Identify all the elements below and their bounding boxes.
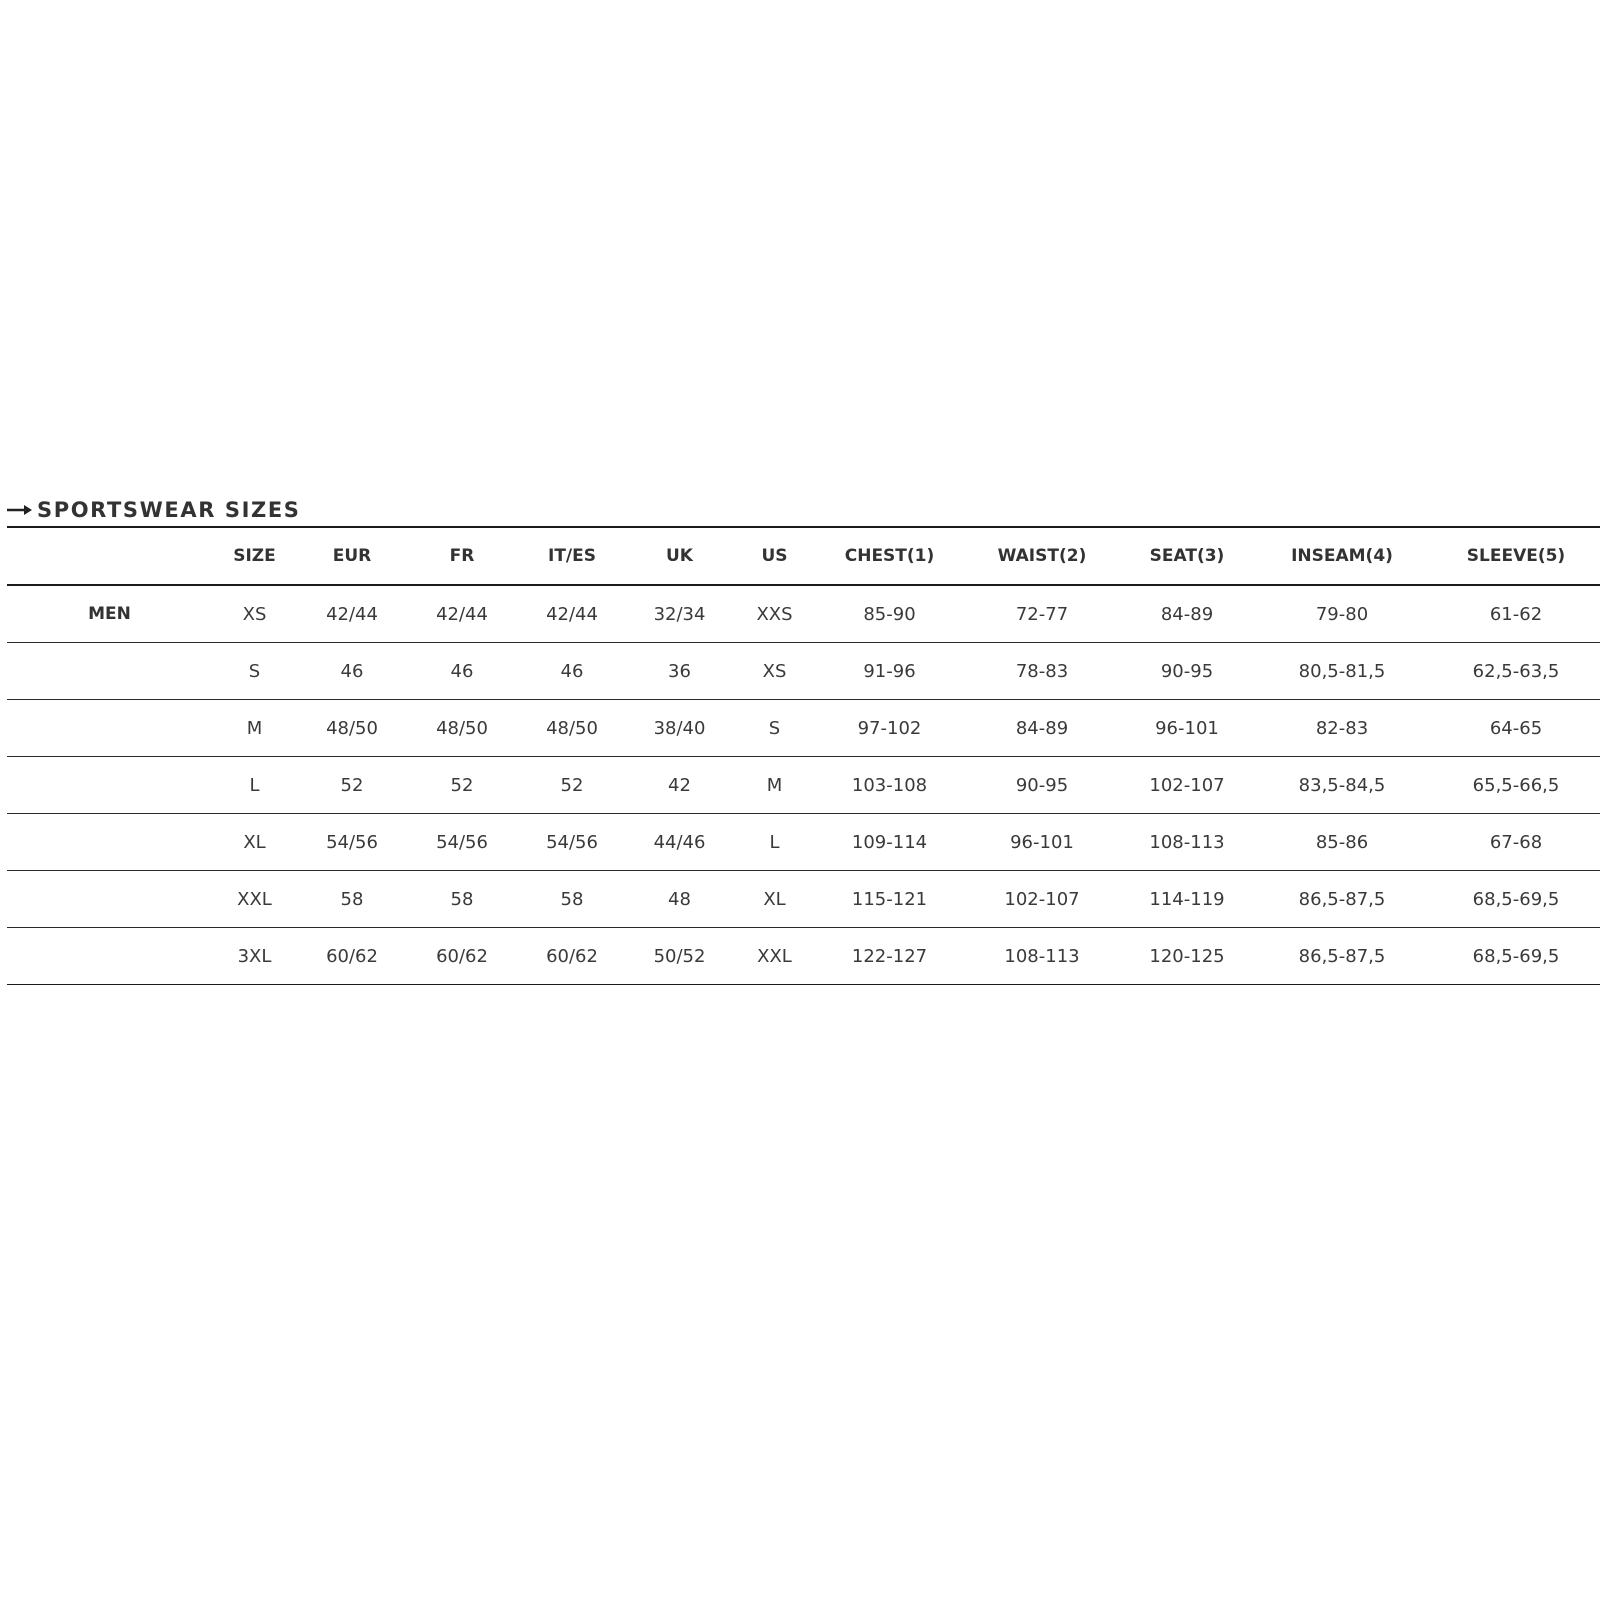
cell-inseam: 83,5-84,5 (1252, 757, 1432, 814)
row-group-label (7, 871, 212, 928)
cell-inseam: 79-80 (1252, 585, 1432, 643)
cell-eur: 60/62 (297, 928, 407, 985)
cell-size: XS (212, 585, 297, 643)
table-body (7, 585, 1600, 985)
cell-waist: 78-83 (962, 643, 1122, 700)
column-header-sleeve: SLEEVE(5) (1432, 527, 1600, 585)
cell-us: XXS (732, 585, 817, 643)
cell-fr: 48/50 (407, 700, 517, 757)
cell-us: XXL (732, 928, 817, 985)
column-header-inseam: INSEAM(4) (1252, 527, 1432, 585)
cell-seat: 96-101 (1122, 700, 1252, 757)
row-group-label (7, 928, 212, 985)
cell-sleeve: 68,5-69,5 (1432, 871, 1600, 928)
cell-size: S (212, 643, 297, 700)
column-header-it-es: IT/ES (517, 527, 627, 585)
table-row (7, 757, 1600, 814)
cell-inseam: 80,5-81,5 (1252, 643, 1432, 700)
cell-size: L (212, 757, 297, 814)
cell-seat: 90-95 (1122, 643, 1252, 700)
cell-fr: 52 (407, 757, 517, 814)
table-row (7, 585, 1600, 643)
header-row (7, 527, 1600, 585)
cell-eur: 42/44 (297, 585, 407, 643)
cell-fr: 54/56 (407, 814, 517, 871)
column-header-size: SIZE (212, 527, 297, 585)
cell-sleeve: 67-68 (1432, 814, 1600, 871)
cell-waist: 72-77 (962, 585, 1122, 643)
cell-fr: 42/44 (407, 585, 517, 643)
table-row (7, 643, 1600, 700)
cell-seat: 84-89 (1122, 585, 1252, 643)
column-header-seat: SEAT(3) (1122, 527, 1252, 585)
cell-us: XS (732, 643, 817, 700)
cell-chest: 109-114 (817, 814, 962, 871)
cell-chest: 103-108 (817, 757, 962, 814)
column-header-chest: CHEST(1) (817, 527, 962, 585)
cell-inseam: 86,5-87,5 (1252, 871, 1432, 928)
cell-inseam: 82-83 (1252, 700, 1432, 757)
column-header-us: US (732, 527, 817, 585)
cell-seat: 114-119 (1122, 871, 1252, 928)
cell-us: M (732, 757, 817, 814)
column-header-fr: FR (407, 527, 517, 585)
size-chart (7, 495, 1600, 985)
row-group-label: MEN (7, 585, 212, 643)
cell-uk: 38/40 (627, 700, 732, 757)
cell-sleeve: 65,5-66,5 (1432, 757, 1600, 814)
cell-chest: 85-90 (817, 585, 962, 643)
cell-chest: 122-127 (817, 928, 962, 985)
cell-eur: 58 (297, 871, 407, 928)
cell-sleeve: 68,5-69,5 (1432, 928, 1600, 985)
cell-fr: 60/62 (407, 928, 517, 985)
cell-chest: 97-102 (817, 700, 962, 757)
table-row (7, 871, 1600, 928)
cell-uk: 50/52 (627, 928, 732, 985)
column-header-waist: WAIST(2) (962, 527, 1122, 585)
cell-eur: 46 (297, 643, 407, 700)
cell-it-es: 52 (517, 757, 627, 814)
cell-sleeve: 62,5-63,5 (1432, 643, 1600, 700)
cell-it-es: 54/56 (517, 814, 627, 871)
cell-inseam: 86,5-87,5 (1252, 928, 1432, 985)
cell-it-es: 60/62 (517, 928, 627, 985)
chart-header (7, 495, 1600, 525)
cell-uk: 36 (627, 643, 732, 700)
chart-title: SPORTSWEAR SIZES (37, 498, 301, 522)
cell-seat: 120-125 (1122, 928, 1252, 985)
cell-it-es: 58 (517, 871, 627, 928)
cell-us: XL (732, 871, 817, 928)
table-row (7, 814, 1600, 871)
cell-us: S (732, 700, 817, 757)
row-group-label (7, 814, 212, 871)
table-row (7, 700, 1600, 757)
cell-fr: 58 (407, 871, 517, 928)
cell-uk: 48 (627, 871, 732, 928)
cell-size: XXL (212, 871, 297, 928)
right-arrow-icon (7, 503, 33, 517)
cell-size: 3XL (212, 928, 297, 985)
column-header-group (7, 527, 212, 585)
row-group-label (7, 700, 212, 757)
cell-us: L (732, 814, 817, 871)
cell-it-es: 46 (517, 643, 627, 700)
column-header-uk: UK (627, 527, 732, 585)
size-table (7, 526, 1600, 985)
table-row (7, 928, 1600, 985)
cell-it-es: 42/44 (517, 585, 627, 643)
cell-waist: 108-113 (962, 928, 1122, 985)
cell-waist: 96-101 (962, 814, 1122, 871)
cell-uk: 44/46 (627, 814, 732, 871)
cell-chest: 115-121 (817, 871, 962, 928)
cell-waist: 84-89 (962, 700, 1122, 757)
cell-inseam: 85-86 (1252, 814, 1432, 871)
row-group-label (7, 757, 212, 814)
cell-eur: 54/56 (297, 814, 407, 871)
cell-seat: 102-107 (1122, 757, 1252, 814)
cell-waist: 90-95 (962, 757, 1122, 814)
column-header-eur: EUR (297, 527, 407, 585)
cell-chest: 91-96 (817, 643, 962, 700)
cell-uk: 42 (627, 757, 732, 814)
cell-waist: 102-107 (962, 871, 1122, 928)
cell-it-es: 48/50 (517, 700, 627, 757)
cell-eur: 52 (297, 757, 407, 814)
cell-seat: 108-113 (1122, 814, 1252, 871)
row-group-label (7, 643, 212, 700)
cell-sleeve: 61-62 (1432, 585, 1600, 643)
cell-fr: 46 (407, 643, 517, 700)
cell-size: XL (212, 814, 297, 871)
cell-sleeve: 64-65 (1432, 700, 1600, 757)
cell-uk: 32/34 (627, 585, 732, 643)
cell-eur: 48/50 (297, 700, 407, 757)
cell-size: M (212, 700, 297, 757)
